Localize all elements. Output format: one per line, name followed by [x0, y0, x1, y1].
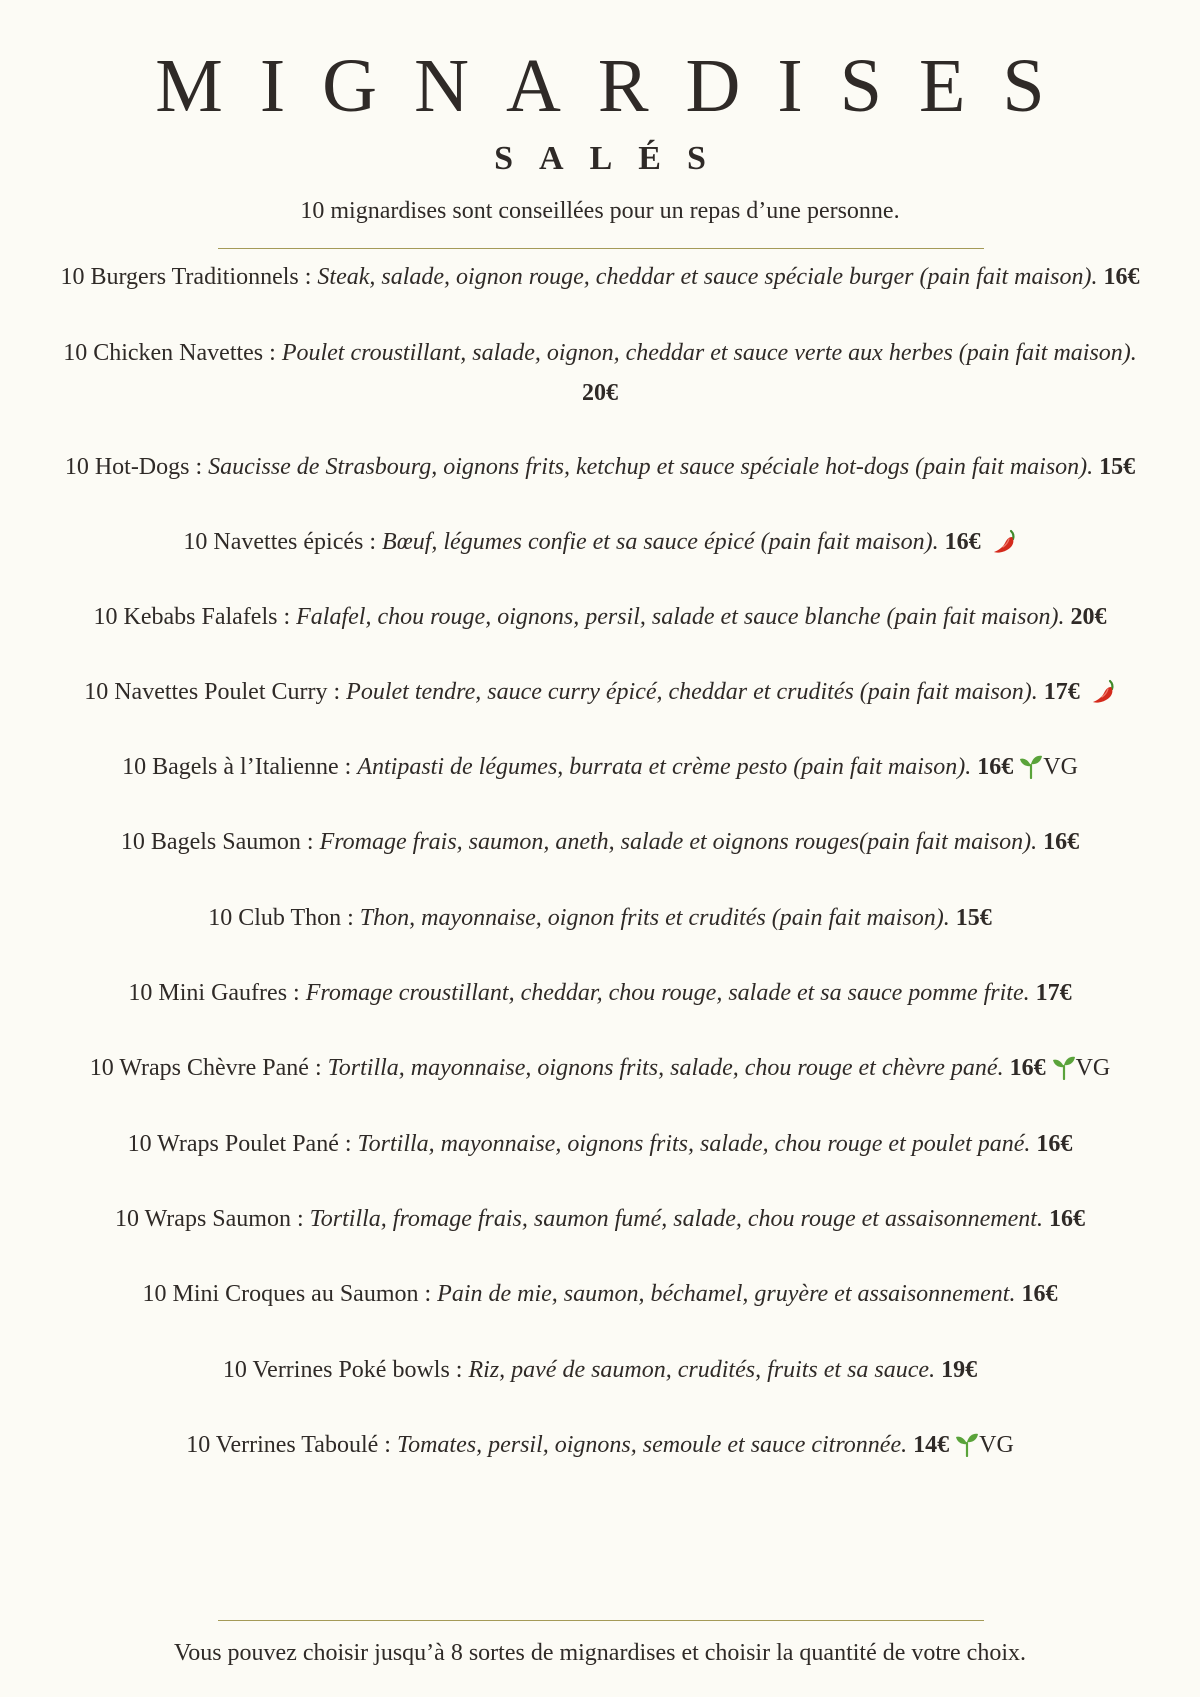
- menu-item-name: 10 Bagels à l’Italienne :: [122, 754, 352, 780]
- chili-pepper-icon: [991, 527, 1017, 555]
- intro-text: 10 mignardises sont conseillées pour un repas d’une personne.: [300, 198, 900, 224]
- menu-item-name: 10 Chicken Navettes :: [63, 340, 276, 366]
- menu-item-price: 16€: [977, 754, 1014, 780]
- menu-item-price: 17€: [1035, 980, 1072, 1006]
- menu-item: [10, 973, 1190, 1013]
- menu-item-name: 10 Verrines Poké bowls :: [222, 1357, 463, 1383]
- page-subtitle: SALÉS: [494, 140, 732, 177]
- menu-item-name: 10 Burgers Traditionnels :: [60, 264, 312, 290]
- menu-item-description: Antipasti de légumes, burrata et crème pesto (pain fait maison).: [357, 754, 972, 780]
- page-title: MIGNARDISES: [155, 44, 1082, 128]
- menu-item: [10, 672, 1190, 712]
- menu-item-price: 17€: [1043, 679, 1080, 705]
- menu-item-description: Poulet tendre, sauce curry épicé, cheddar et crudités (pain fait maison).: [346, 679, 1038, 705]
- menu-item: [10, 447, 1190, 487]
- menu-item-description: Tomates, persil, oignons, semoule et sauce citronnée.: [396, 1432, 908, 1458]
- seedling-icon: [955, 1431, 979, 1457]
- menu-item-description: Falafel, chou rouge, oignons, persil, salade et sauce blanche (pain fait maison).: [296, 604, 1065, 630]
- menu-item: [10, 1199, 1190, 1239]
- menu-item-price: 15€: [955, 905, 992, 931]
- menu-item-description: Thon, mayonnaise, oignon frits et crudités (pain fait maison).: [359, 905, 950, 931]
- menu-item-price: 16€: [1043, 829, 1080, 855]
- top-divider: [218, 248, 984, 249]
- menu-item: [10, 747, 1190, 787]
- seedling-icon: [1019, 753, 1043, 779]
- menu-item-price: 15€: [1099, 454, 1136, 480]
- vegetarian-tag: VG: [1075, 1055, 1111, 1081]
- menu-item: [10, 1274, 1190, 1314]
- menu-item-name: 10 Navettes épicés :: [183, 529, 377, 555]
- menu-item-price: 20€: [582, 380, 618, 406]
- menu-item-name: 10 Wraps Poulet Pané :: [127, 1131, 352, 1157]
- menu-item: [10, 898, 1190, 938]
- menu-item: [10, 333, 1190, 413]
- menu-item-name: 10 Wraps Chèvre Pané :: [89, 1055, 322, 1081]
- menu-item-description: Pain de mie, saumon, béchamel, gruyère et assaisonnement.: [437, 1281, 1016, 1307]
- menu-item-name: 10 Club Thon :: [208, 905, 354, 931]
- footer-note: Vous pouvez choisir jusqu’à 8 sortes de mignardises et choisir la quantité de votre choix.: [173, 1640, 1027, 1666]
- menu-item-name: 10 Mini Croques au Saumon :: [142, 1281, 432, 1307]
- menu-item-name: 10 Verrines Taboulé :: [186, 1432, 391, 1458]
- menu-item-price: 16€: [1103, 264, 1140, 290]
- chili-pepper-icon: [1090, 677, 1116, 705]
- menu-item-description: Riz, pavé de saumon, crudités, fruits et sa sauce.: [468, 1357, 936, 1383]
- menu-item-price: 20€: [1070, 604, 1107, 630]
- menu-item-description: Tortilla, fromage frais, saumon fumé, salade, chou rouge et assaisonnement.: [309, 1206, 1043, 1232]
- menu-item-description: Saucisse de Strasbourg, oignons frits, ketchup et sauce spéciale hot-dogs (pain fait maison).: [208, 454, 1094, 480]
- menu-item-description: Tortilla, mayonnaise, oignons frits, salade, chou rouge et chèvre pané.: [327, 1055, 1004, 1081]
- menu-item-price: 16€: [1048, 1206, 1085, 1232]
- menu-item: [10, 257, 1190, 297]
- menu-item-name: 10 Kebabs Falafels :: [93, 604, 291, 630]
- menu-item-name: 10 Navettes Poulet Curry :: [84, 679, 341, 705]
- menu-item-price: 16€: [1009, 1055, 1046, 1081]
- menu-item-price: 16€: [944, 529, 981, 555]
- menu-item: [10, 1425, 1190, 1465]
- menu-item-description: Poulet croustillant, salade, oignon, cheddar et sauce verte aux herbes (pain fait maison).: [281, 340, 1137, 366]
- menu-item-description: Fromage croustillant, cheddar, chou rouge, salade et sa sauce pomme frite.: [305, 980, 1030, 1006]
- menu-item: [10, 1124, 1190, 1164]
- menu-item-price: 19€: [941, 1357, 978, 1383]
- menu-item-name: 10 Hot-Dogs :: [64, 454, 203, 480]
- menu-item: [10, 822, 1190, 862]
- menu-item-name: 10 Mini Gaufres :: [128, 980, 300, 1006]
- menu-item-description: Bœuf, légumes confie et sa sauce épicé (pain fait maison).: [382, 529, 939, 555]
- menu-item-name: 10 Wraps Saumon :: [115, 1206, 304, 1232]
- seedling-icon: [1052, 1054, 1076, 1080]
- menu-item-description: Tortilla, mayonnaise, oignons frits, salade, chou rouge et poulet pané.: [357, 1131, 1031, 1157]
- vegetarian-tag: VG: [1043, 754, 1078, 780]
- vegetarian-tag: VG: [979, 1432, 1014, 1458]
- menu-item-description: Steak, salade, oignon rouge, cheddar et sauce spéciale burger (pain fait maison).: [317, 264, 1098, 290]
- menu-item: [10, 597, 1190, 637]
- bottom-divider: [218, 1620, 984, 1621]
- menu-item: [10, 522, 1190, 562]
- menu-item-price: 16€: [1036, 1131, 1073, 1157]
- menu-item-name: 10 Bagels Saumon :: [120, 829, 314, 855]
- menu-item-price: 14€: [913, 1432, 950, 1458]
- menu-item-price: 16€: [1021, 1281, 1058, 1307]
- menu-item: [10, 1048, 1190, 1088]
- menu-item: [10, 1350, 1190, 1390]
- menu-item-description: Fromage frais, saumon, aneth, salade et oignons rouges(pain fait maison).: [319, 829, 1038, 855]
